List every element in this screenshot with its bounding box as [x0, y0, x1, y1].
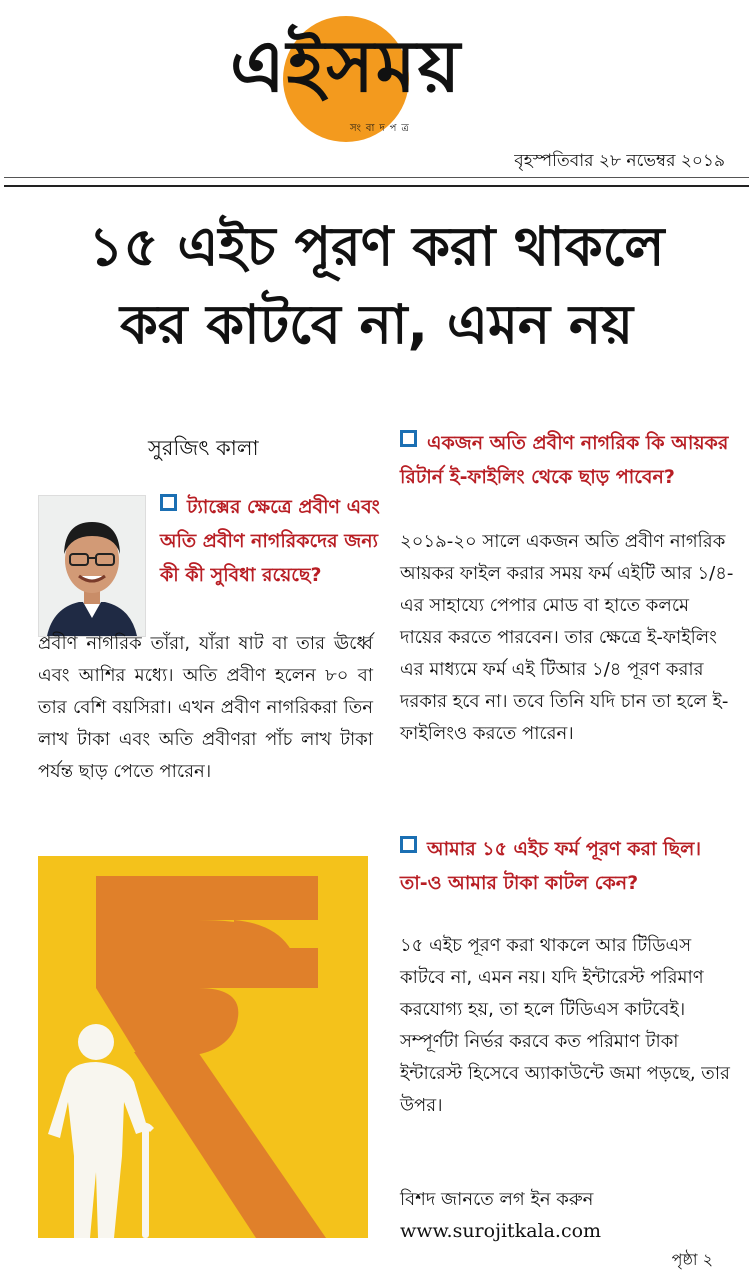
masthead-logo: এইসময় [230, 24, 463, 108]
article-headline [0, 208, 753, 364]
page-number: পৃষ্ঠা ২ [671, 1250, 713, 1269]
question-3-text: আমার ১৫ এইচ ফর্ম পূরণ করা ছিল। তা-ও আমার টাকা কাটল কেন? [400, 838, 702, 894]
question-heading-1 [160, 490, 380, 592]
answer-2: ২০১৯-২০ সালে একজন অতি প্রবীণ নাগরিক আয়কর ফাইল করার সময় ফর্ম এইটি আর ১/৪-এর সাহায্যে পেপার মোড বা হাতে কলমে দায়ের করতে পারবেন। তার ক্ষেত্রে ই-ফাইলিং এর মাধ্যমে ফর্ম এই টিআর ১/৪ পূরণ করার দরকার হবে না। তবে তিনি যদি চান তা হলে ই-ফাইলিংও করতে পারেন। [400, 531, 734, 744]
rupee-illustration [38, 856, 368, 1238]
issue-date: বৃহস্পতিবার ২৮ নভেম্বর ২০১৯ [514, 151, 725, 171]
author-byline: সুরজিৎ কালা [148, 436, 259, 460]
headline-line-1: ১৫ এইচ পূরণ করা থাকলে [88, 215, 665, 278]
author-portrait-icon [39, 496, 145, 636]
login-prompt: বিশদ জানতে লগ ইন করুন [400, 1189, 594, 1210]
answer-1: প্রবীণ নাগরিক তাঁরা, যাঁরা ষাট বা তার ঊর্ধ্বে এবং আশির মধ্যে। অতি প্রবীণ হলেন ৮০ বা তার বেশি বয়সিরা। এখন প্রবীণ নাগরিকরা তিন লাখ টাকা এবং অতি প্রবীণরা পাঁচ লাখ টাকা পর্যন্ত ছাড় পেতে পারেন। [38, 633, 373, 782]
headline-line-2: কর কাটবে না, এমন নয় [119, 293, 634, 356]
masthead-tagline: সংবাদপত্র [350, 123, 414, 134]
masthead-divider-thick [4, 185, 749, 187]
bullet-square-icon [160, 494, 177, 511]
question-1-text: ট্যাক্সের ক্ষেত্রে প্রবীণ এবং অতি প্রবীণ নাগরিকদের জন্য কী কী সুবিধা রয়েছে? [160, 496, 380, 586]
question-2-text: একজন অতি প্রবীণ নাগরিক কি আয়কর রিটার্ন ই-ফাইলিং থেকে ছাড় পাবেন? [400, 432, 729, 488]
author-photo [38, 495, 146, 637]
question-heading-3 [400, 832, 730, 900]
answer-3: ১৫ এইচ পূরণ করা থাকলে আর টিডিএস কাটবে না, এমন নয়। যদি ইন্টারেস্ট পরিমাণ করযোগ্য হয়, তা হলে টিডিএস কাটবেই। সম্পূর্ণটা নির্ভর করবে কত পরিমাণ টাকা ইন্টারেস্ট হিসেবে অ্যাকাউন্টে জমা পড়ছে, তার উপর। [400, 935, 730, 1116]
bullet-square-icon [400, 836, 417, 853]
masthead-divider [4, 177, 749, 178]
question-heading-2 [400, 426, 730, 494]
rupee-elder-icon [38, 856, 368, 1238]
website-link[interactable]: www.surojitkala.com [400, 1220, 602, 1242]
bullet-square-icon [400, 430, 417, 447]
